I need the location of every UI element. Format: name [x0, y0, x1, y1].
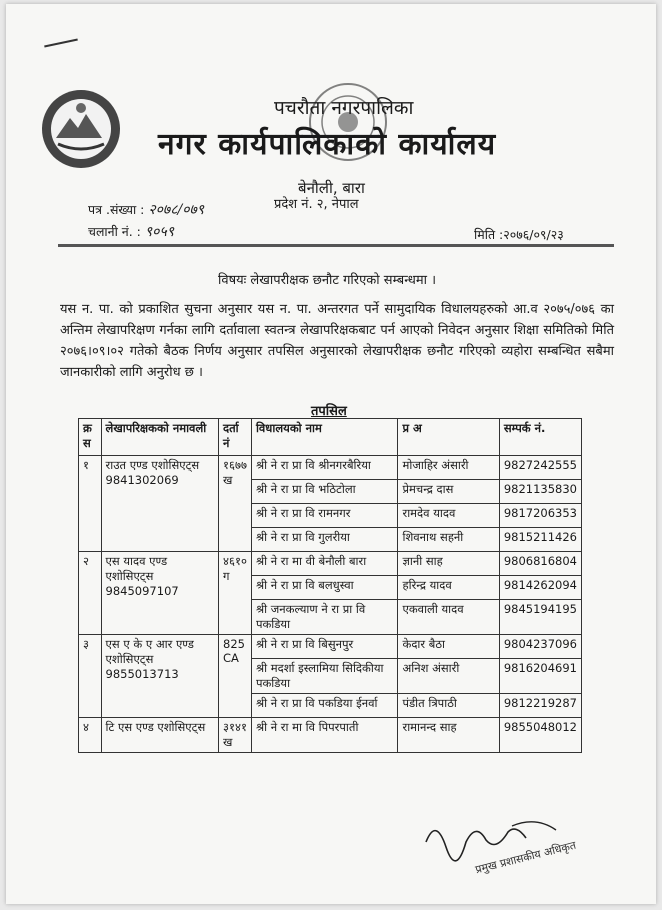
table-row: [79, 552, 582, 576]
cell-phone: 9816204691: [499, 659, 581, 694]
table-header-row: [79, 419, 582, 456]
cell-phone: 9815211426: [499, 528, 581, 552]
chalani-value: ९०५९: [144, 224, 175, 240]
cell-phone: 9821135830: [499, 480, 581, 504]
table-row: [79, 718, 582, 753]
cell-head: रामानन्द साह: [398, 718, 499, 753]
cell-phone: 9814262094: [499, 576, 581, 600]
cell-school: श्री ने रा मा वी बेनौली बारा: [251, 552, 398, 576]
auditor-table: [78, 418, 582, 753]
cell-school: श्री ने रा मा वि पिपरपाती: [251, 718, 398, 753]
col-reg: दर्ता नं: [219, 419, 252, 456]
cell-sn: ४: [79, 718, 102, 753]
cell-school: श्री ने रा प्रा वि श्रीनगरबैरिया: [251, 456, 398, 480]
pen-mark: [44, 38, 78, 47]
cell-reg: 825 CA: [219, 635, 252, 718]
letter-date: मिति :२०७६/०९/२३: [474, 227, 564, 242]
cell-head: अनिश अंसारी: [398, 659, 499, 694]
cell-head: रामदेव यादव: [398, 504, 499, 528]
cell-school: श्री ने रा प्रा वि रामनगर: [251, 504, 398, 528]
header-divider: [58, 244, 614, 247]
letter-page: [6, 4, 656, 904]
cell-head: पंडीत त्रिपाठी: [398, 694, 499, 718]
cell-head: केदार बैठा: [398, 635, 499, 659]
cell-phone: 9827242555: [499, 456, 581, 480]
cell-head: एकवाली यादव: [398, 600, 499, 635]
cell-head: प्रेमचन्द्र दास: [398, 480, 499, 504]
district-line: बेनौली, बारा: [298, 179, 365, 197]
table-row: [79, 635, 582, 659]
office-title: नगर कार्यपालिकाको कार्यालय: [158, 127, 497, 162]
cell-head: मोजाहिर अंसारी: [398, 456, 499, 480]
cell-auditor: एस ए के ए आर एण्ड एशोसिएट्स 9855013713: [101, 635, 218, 718]
municipality-name: पचरौता नगरपालिका: [274, 97, 414, 119]
cell-reg: १६७७ ख: [219, 456, 252, 552]
cell-reg: ३१४१ ख: [219, 718, 252, 753]
col-auditor: लेखापरिक्षकको नमावली: [101, 419, 218, 456]
cell-school: श्री ने रा प्रा वि गुलरीया: [251, 528, 398, 552]
cell-auditor: टि एस एण्ड एशोसिएट्स: [101, 718, 218, 753]
cell-sn: २: [79, 552, 102, 635]
col-school: विधालयको नाम: [251, 419, 398, 456]
nepal-emblem-icon: [40, 88, 122, 170]
cell-school: श्री ने रा प्रा वि भठिटोला: [251, 480, 398, 504]
cell-school: श्री ने रा प्रा वि बलधुस्वा: [251, 576, 398, 600]
cell-school: श्री ने रा प्रा वि पकडिया ईनर्वा: [251, 694, 398, 718]
cell-head: शिवनाथ सहनी: [398, 528, 499, 552]
tapsil-heading: तपसिल: [311, 404, 347, 419]
letter-body: यस न. पा. को प्रकाशित सुचना अनुसार यस न. पा. अन्तरगत पर्ने सामुदायिक विधालयहरुको आ.व २०७५/०७६ का अन्तिम लेखापरिक्षण गर्नका लागि दर्तावाला स्वतन्त्र लेखापरिक्षकबाट पर्न आएको निवेदन अनुसार शिक्षा समितिको मिति २०७६।०९।०२ गतेको बैठक निर्णय अनुसार तपसिल अनुसारको लेखापरीक्षक छनौट गरिएको व्यहोरा सम्बन्धित सबैमा जानकारीको लागि अनुरोध छ ।: [60, 302, 614, 380]
cell-phone: 9812219287: [499, 694, 581, 718]
cell-phone: 9845194195: [499, 600, 581, 635]
table-row: [79, 456, 582, 480]
col-head: प्र अ: [398, 419, 499, 456]
cell-auditor: राउत एण्ड एशोसिएट्स 9841302069: [101, 456, 218, 552]
cell-phone: 9806816804: [499, 552, 581, 576]
cell-sn: ३: [79, 635, 102, 718]
cell-reg: ४६१० ग: [219, 552, 252, 635]
cell-sn: १: [79, 456, 102, 552]
col-phone: सम्पर्क नं.: [499, 419, 581, 456]
cell-head: हरिन्द्र यादव: [398, 576, 499, 600]
cell-phone: 9804237096: [499, 635, 581, 659]
patra-sankhya: पत्र .संख्या : २०७८/०७९: [88, 202, 205, 218]
cell-phone: 9817206353: [499, 504, 581, 528]
cell-head: ज्ञानी साह: [398, 552, 499, 576]
subject-line: विषयः लेखापरीक्षक छनौट गरिएको सम्बन्धमा ।: [218, 273, 437, 288]
patra-value: २०७८/०७९: [148, 202, 205, 218]
chalani-number: चलानी नं. : ९०५९: [88, 224, 175, 240]
signatory-title: प्रमुख प्रशासकीय अधिकृत: [473, 838, 578, 877]
province-line: प्रदेश नं. २, नेपाल: [274, 197, 359, 212]
col-sn: क्र स: [79, 419, 102, 456]
cell-phone: 9855048012: [499, 718, 581, 753]
cell-auditor: एस यादव एण्ड एशोसिएट्स 9845097107: [101, 552, 218, 635]
cell-school: श्री ने रा प्रा वि बिसुनपुर: [251, 635, 398, 659]
cell-school: श्री मदर्शा इस्लामिया सिदिकीया पकडिया: [251, 659, 398, 694]
cell-school: श्री जनकल्याण ने रा प्रा वि पकडिया: [251, 600, 398, 635]
